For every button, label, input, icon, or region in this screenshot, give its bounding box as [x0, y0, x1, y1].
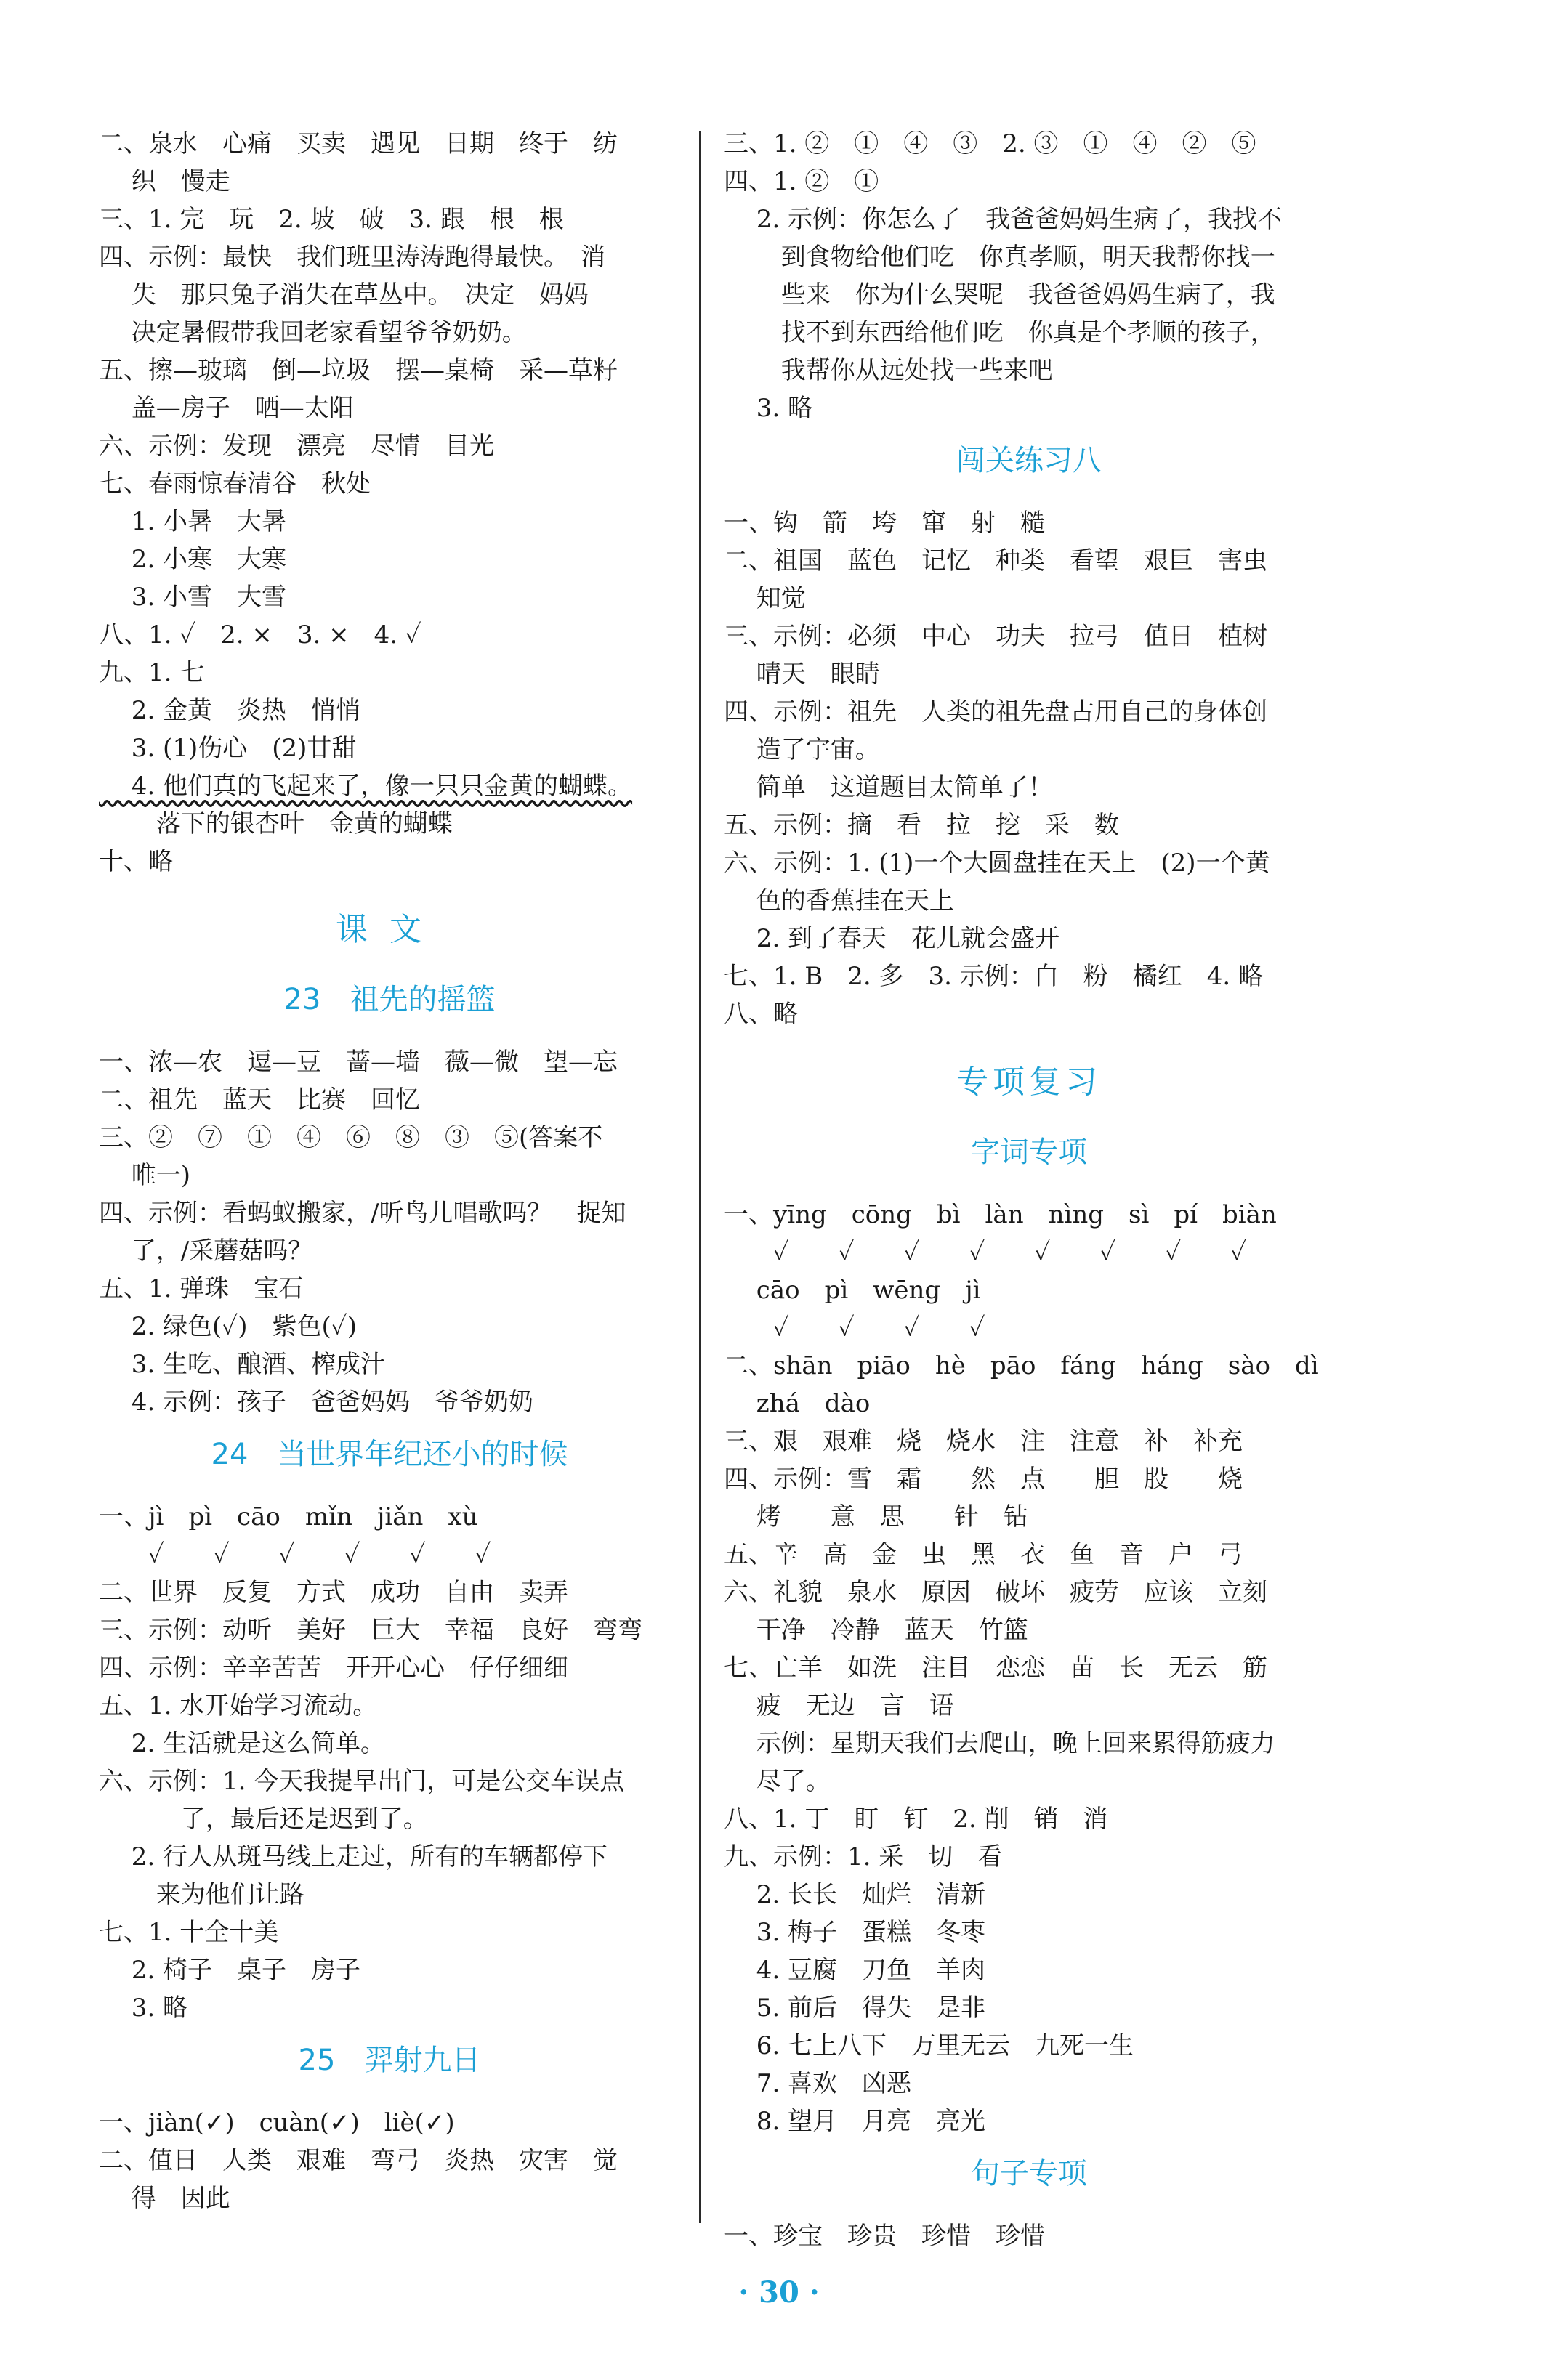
left-column: [99, 125, 680, 2217]
section-heading: 闯关练习八: [956, 444, 1102, 477]
answer-line: 到食物给他们吃 你真孝顺，明天我帮你找一: [724, 243, 1275, 272]
page-number: · 30 ·: [738, 2275, 820, 2310]
answer-line: 七、春雨惊春清谷 秋处: [99, 469, 371, 498]
answer-line: 干净 冷静 蓝天 竹篮: [724, 1616, 1028, 1645]
answer-line: 决定暑假带我回老家看望爷爷奶奶。: [99, 318, 527, 347]
section-heading: 25 羿射九日: [298, 2044, 481, 2077]
right-column: [724, 125, 1334, 2255]
answer-line: 7. 喜欢 凶恶: [724, 2069, 912, 2098]
answer-line: 七、亡羊 如洗 注目 恋恋 苗 长 无云 筋: [724, 1654, 1267, 1683]
answer-line: 织 慢走: [99, 167, 230, 196]
answer-line: 五、1. 水开始学习流动。: [99, 1691, 378, 1720]
answer-line: 简单 这道题目太简单了！: [724, 773, 1053, 802]
answer-line: 四、1. ② ①: [724, 167, 879, 196]
answer-line: 二、世界 反复 方式 成功 自由 卖弄: [99, 1578, 568, 1607]
answer-line: 六、礼貌 泉水 原因 破坏 疲劳 应该 立刻: [724, 1578, 1267, 1607]
answer-line: zhá dào: [724, 1389, 871, 1418]
chapter-heading: 课文: [336, 911, 443, 948]
answer-line: 了，最后还是迟到了。: [99, 1805, 428, 1834]
answer-line: 6. 七上八下 万里无云 九死一生: [724, 2031, 1134, 2060]
answer-line: 唯一): [99, 1161, 191, 1190]
answer-line: 烤 意 思 针 钻: [724, 1502, 1028, 1531]
answer-line: 八、略: [724, 1000, 798, 1029]
answer-line: 二、shān piāo hè pāo fáng háng sào dì: [724, 1351, 1319, 1380]
answer-line: ✓ ✓ ✓ ✓ ✓ ✓: [99, 1540, 491, 1569]
answer-line: 三、示例：必须 中心 功夫 拉弓 值日 植树: [724, 622, 1267, 651]
answer-line: 失 那只兔子消失在草丛中。 决定 妈妈: [99, 280, 589, 309]
answer-line: ✓ ✓ ✓ ✓: [724, 1314, 985, 1343]
answer-line: 晴天 眼睛: [724, 660, 880, 689]
answer-line: 些来 你为什么哭呢 我爸爸妈妈生病了，我: [724, 280, 1275, 309]
answer-line: 六、示例：1. (1)一个大圆盘挂在天上 (2)一个黄: [724, 849, 1270, 878]
answer-line: 2. 长长 灿烂 清新: [724, 1880, 986, 1909]
answer-line: 4. 豆腐 刀鱼 羊肉: [724, 1956, 986, 1985]
answer-line: 一、yīng cōng bì làn nìng sì pí biàn: [724, 1200, 1277, 1229]
answer-line: 来为他们让路: [99, 1880, 304, 1909]
answer-line: 一、jì pì cāo mǐn jiǎn xù: [99, 1502, 478, 1531]
answer-line: 尽了。: [724, 1767, 831, 1796]
answer-line: 六、示例：1. 今天我提早出门，可是公交车误点: [99, 1767, 625, 1796]
answer-line: 三、② ⑦ ① ④ ⑥ ⑧ ③ ⑤(答案不: [99, 1123, 603, 1152]
answer-line: 三、示例：动听 美好 巨大 幸福 良好 弯弯: [99, 1616, 642, 1645]
answer-line: 示例：星期天我们去爬山，晚上回来累得筋疲力: [724, 1729, 1275, 1758]
answer-line: 造了宇宙。: [724, 735, 880, 764]
answer-line: [99, 767, 680, 805]
answer-line: 8. 望月 月亮 亮光: [724, 2107, 986, 2136]
answer-line: 四、示例：祖先 人类的祖先盘古用自己的身体创: [724, 697, 1267, 726]
section-heading: 字词专项: [971, 1136, 1087, 1169]
answer-line: 2. 行人从斑马线上走过，所有的车辆都停下: [99, 1842, 608, 1871]
answer-line: 二、祖先 蓝天 比赛 回忆: [99, 1085, 420, 1114]
answer-line: 一、jiàn(✓) cuàn(✓) liè(✓): [99, 2108, 455, 2137]
answer-line: 疲 无边 言 语: [724, 1691, 954, 1720]
column-divider: [699, 131, 701, 2223]
answer-line: 四、示例：雪 霜 然 点 胆 股 烧: [724, 1465, 1243, 1494]
answer-line: ✓ ✓ ✓ ✓ ✓ ✓ ✓ ✓: [724, 1238, 1247, 1267]
answer-line: 2. 到了春天 花儿就会盛开: [724, 924, 1060, 953]
answer-line: 1. 小暑 大暑: [99, 507, 287, 536]
section-heading: 句子专项: [971, 2157, 1087, 2190]
answer-line: 色的香蕉挂在天上: [724, 886, 954, 915]
answer-line: 3. 小雪 大雪: [99, 583, 287, 612]
answer-line: 五、1. 弹珠 宝石: [99, 1274, 304, 1303]
answer-line: 5. 前后 得失 是非: [724, 1994, 986, 2023]
answer-line: 六、示例：发现 漂亮 尽情 目光: [99, 432, 494, 461]
answer-line: 一、钩 箭 垮 窜 射 糙: [724, 509, 1045, 538]
answer-line: 我帮你从远处找一些来吧: [724, 356, 1053, 385]
answer-line: 五、辛 高 金 虫 黑 衣 鱼 音 户 弓: [724, 1540, 1243, 1569]
answer-line: 一、浓—农 逗—豆 蔷—墙 薇—微 望—忘: [99, 1048, 618, 1077]
answer-line: 四、示例：最快 我们班里涛涛跑得最快。 消: [99, 243, 605, 272]
wavy-underlined-text: 4. 他们真的飞起来了，像一只只金黄的蝴蝶。: [99, 772, 633, 801]
answer-line: 七、1. 十全十美: [99, 1918, 279, 1947]
section-heading: 23 祖先的摇篮: [283, 983, 496, 1016]
chapter-heading: 专项复习: [956, 1064, 1102, 1101]
answer-line: 四、示例：辛辛苦苦 开开心心 仔仔细细: [99, 1654, 568, 1683]
answer-line: 3. 略: [99, 1994, 188, 2023]
answer-line: 2. 生活就是这么简单。: [99, 1729, 386, 1758]
answer-line: 二、祖国 蓝色 记忆 种类 看望 艰巨 害虫: [724, 546, 1267, 575]
answer-line: 2. 金黄 炎热 悄悄: [99, 696, 361, 725]
answer-line: 2. 示例：你怎么了 我爸爸妈妈生病了，我找不: [724, 205, 1283, 234]
answer-line: 2. 绿色(✓) 紫色(✓): [99, 1312, 357, 1341]
answer-line: 找不到东西给他们吃 你真是个孝顺的孩子，: [724, 318, 1275, 347]
answer-line: 五、擦—玻璃 倒—垃圾 摆—桌椅 采—草籽: [99, 356, 618, 385]
answer-line: 3. (1)伤心 (2)甘甜: [99, 734, 357, 763]
answer-line: 八、1. 丁 盯 钉 2. 削 销 消: [724, 1805, 1108, 1834]
answer-line: 4. 示例：孩子 爸爸妈妈 爷爷奶奶: [99, 1388, 534, 1417]
answer-line: 盖—房子 晒—太阳: [99, 394, 354, 423]
answer-line: 2. 小寒 大寒: [99, 545, 287, 574]
answer-line: 3. 略: [724, 394, 813, 423]
answer-line: 落下的银杏叶 金黄的蝴蝶: [99, 809, 453, 838]
answer-line: 十、略: [99, 847, 173, 876]
answer-line: 三、1. ② ① ④ ③ 2. ③ ① ④ ② ⑤: [724, 129, 1256, 158]
answer-line: 九、示例：1. 采 切 看: [724, 1842, 1003, 1871]
answer-line: 五、示例：摘 看 拉 挖 采 数: [724, 811, 1119, 840]
answer-line: 三、艰 艰难 烧 烧水 注 注意 补 补充: [724, 1427, 1243, 1456]
answer-line: 3. 梅子 蛋糕 冬枣: [724, 1918, 986, 1947]
answer-line: cāo pì wēng jì: [724, 1276, 981, 1305]
answer-line: 一、珍宝 珍贵 珍惜 珍惜: [724, 2222, 1045, 2251]
answer-line: 3. 生吃、酿酒、榨成汁: [99, 1350, 386, 1379]
answer-line: 八、1. ✓ 2. × 3. × 4. ✓: [99, 620, 421, 649]
answer-line: 了，/采蘑菇吗？: [99, 1236, 313, 1266]
answer-line: 三、1. 完 玩 2. 坡 破 3. 跟 根 根: [99, 205, 564, 234]
answer-line: 九、1. 七: [99, 658, 205, 687]
section-heading: 24 当世界年纪还小的时候: [211, 1438, 568, 1471]
answer-line: 七、1. B 2. 多 3. 示例：白 粉 橘红 4. 略: [724, 962, 1263, 991]
answer-line: 二、泉水 心痛 买卖 遇见 日期 终于 纺: [99, 129, 618, 158]
answer-line: 2. 椅子 桌子 房子: [99, 1956, 361, 1985]
answer-line: 四、示例：看蚂蚁搬家，/听鸟儿唱歌吗？ 捉知: [99, 1199, 626, 1228]
answer-line: 二、值日 人类 艰难 弯弓 炎热 灾害 觉: [99, 2146, 618, 2175]
answer-line: 得 因此: [99, 2184, 230, 2213]
answer-line: 知觉: [724, 584, 806, 613]
